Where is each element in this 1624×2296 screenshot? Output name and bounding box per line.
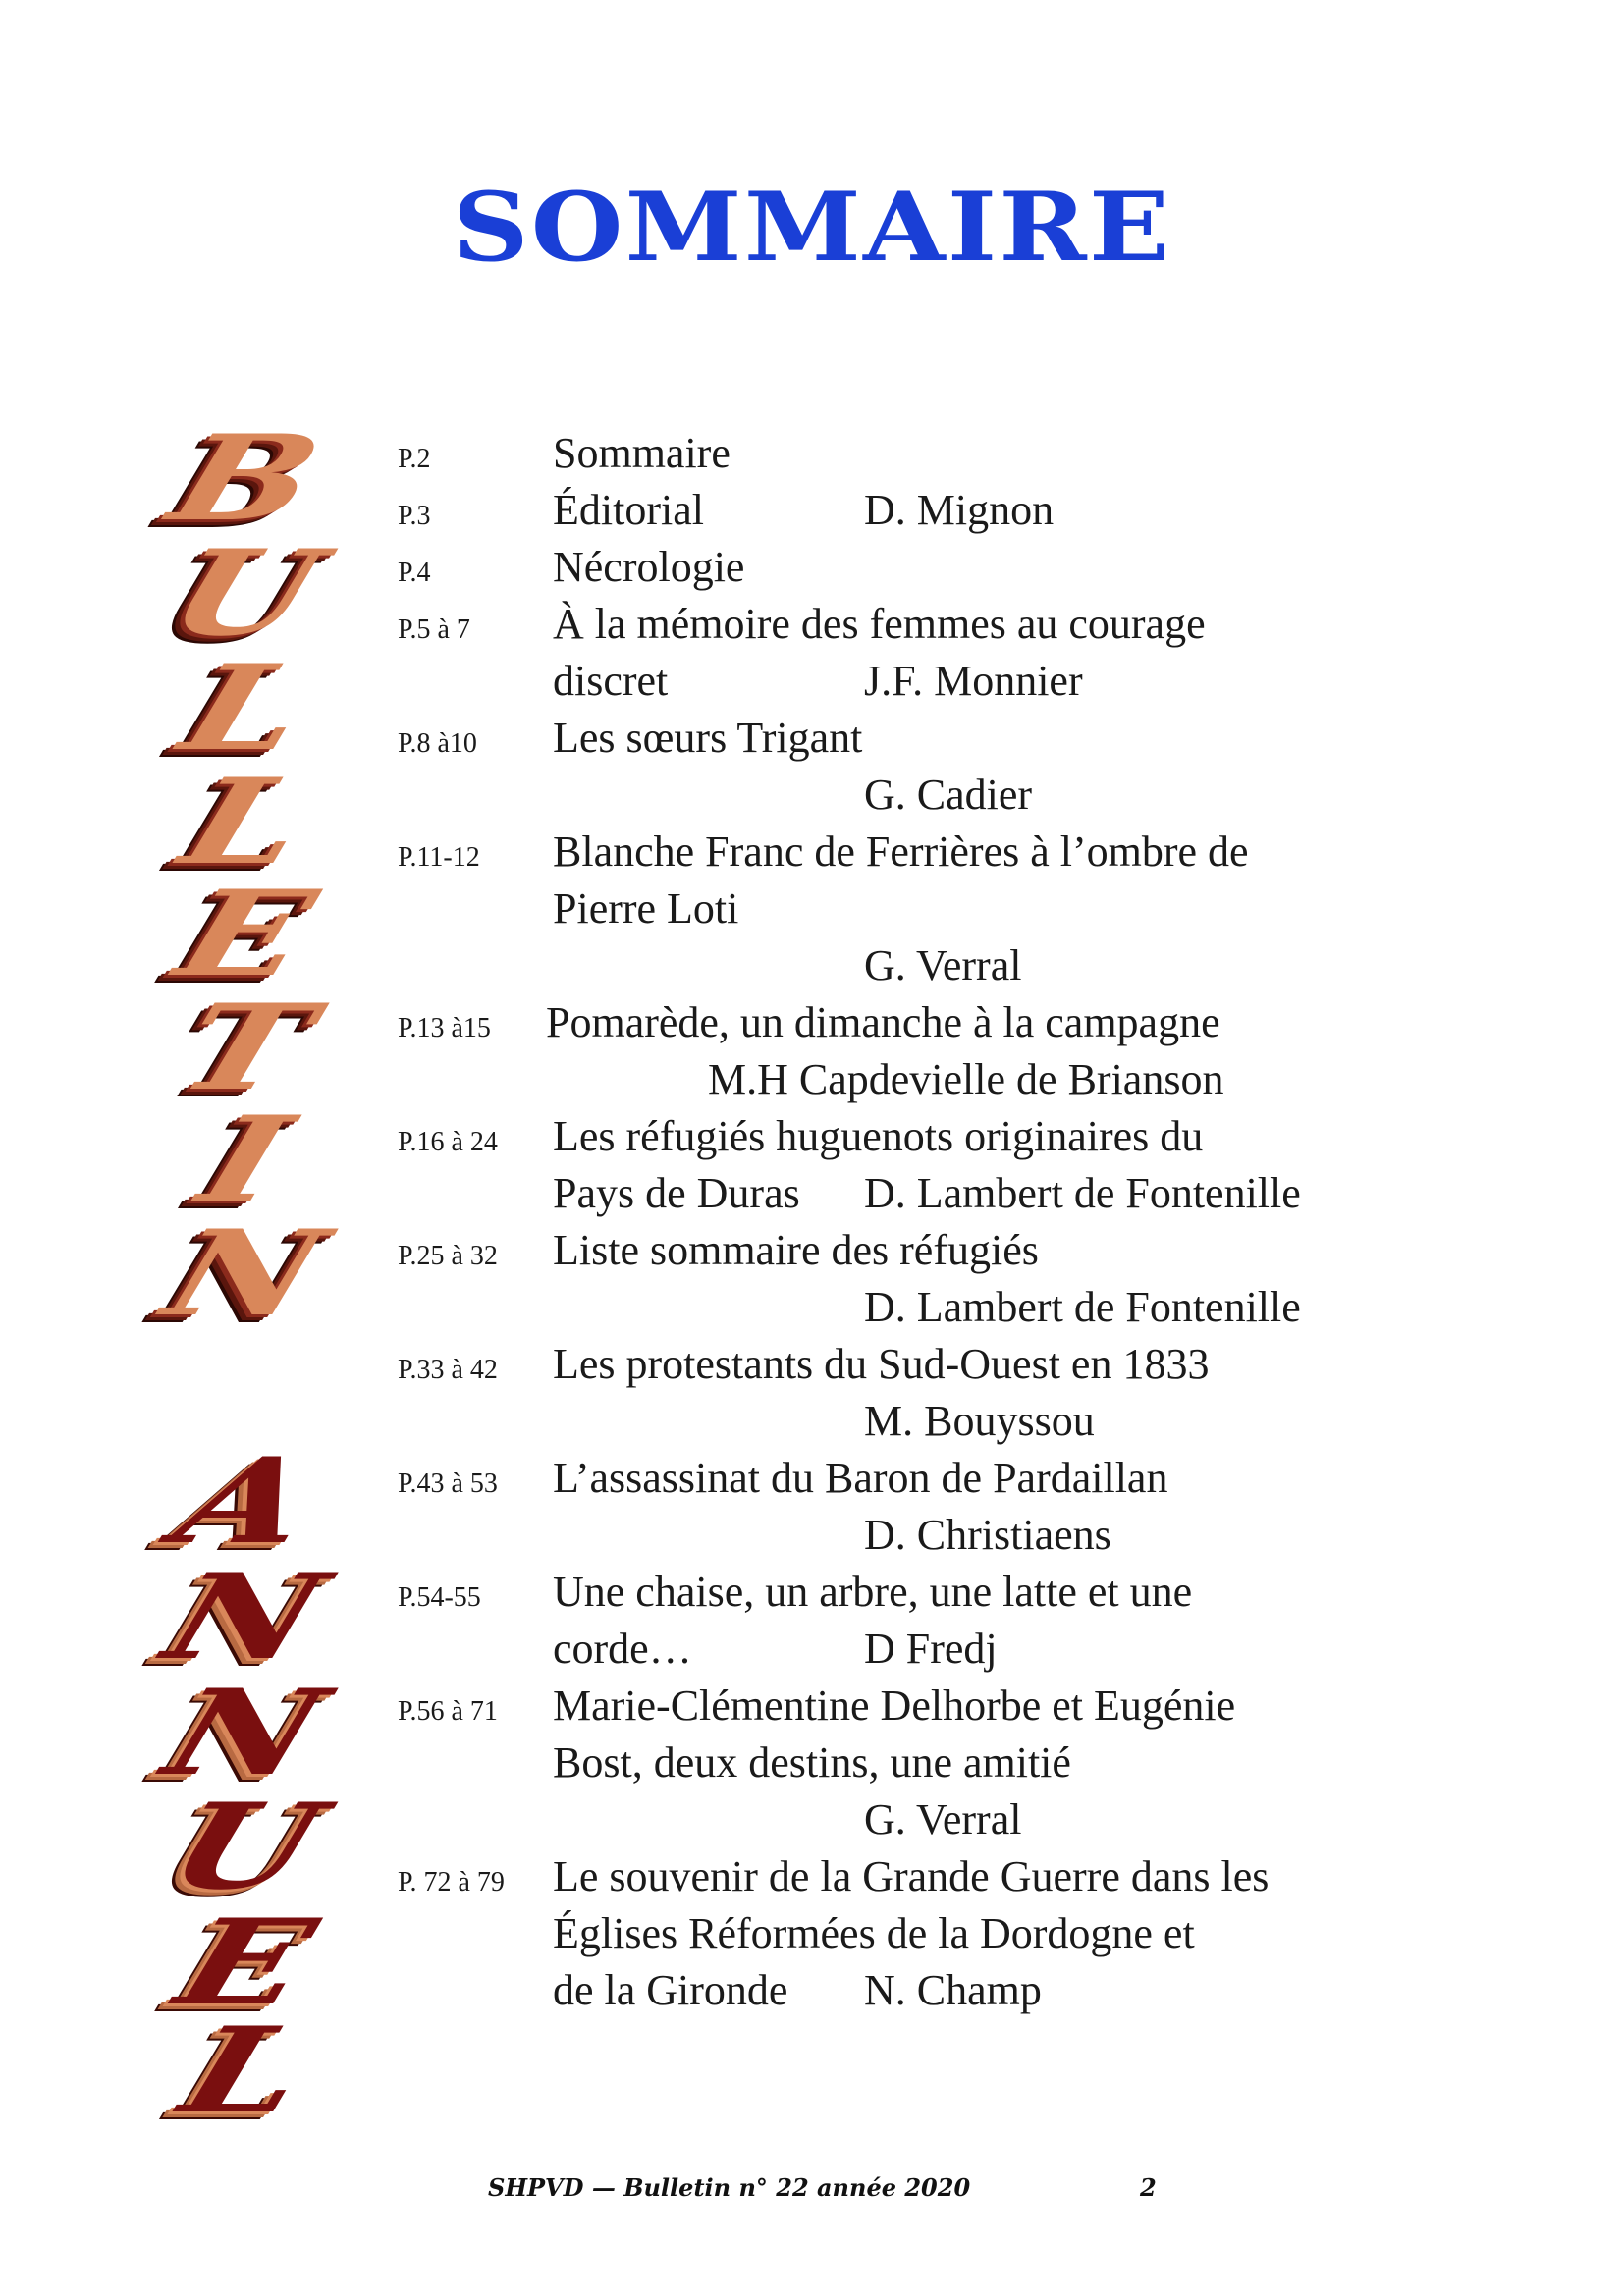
toc-title: Nécrologie: [553, 543, 745, 591]
banner-letter: E: [161, 865, 330, 1003]
banner-letter: U: [152, 1778, 339, 1916]
banner-letter: N: [149, 1548, 342, 1686]
toc-page-ref: P.33 à 42: [398, 1355, 498, 1385]
page-number: 2: [1140, 2173, 1157, 2202]
toc-title: Bost, deux destins, une amitié: [553, 1738, 1071, 1787]
toc-author: N. Champ: [864, 1966, 1042, 2014]
toc-page-ref: P.2: [398, 444, 431, 474]
toc-title: Pomarède, un dimanche à la campagne: [546, 998, 1220, 1046]
banner-letter: L: [166, 753, 325, 891]
toc-page-ref: P.25 à 32: [398, 1241, 498, 1271]
toc-title: À la mémoire des femmes au courage: [553, 600, 1206, 648]
toc-author: G. Verral: [864, 941, 1022, 989]
toc-title: Marie-Clémentine Delhorbe et Eugénie: [553, 1682, 1236, 1730]
toc-page-ref: P.4: [398, 558, 431, 588]
toc-page-ref: P.13 à15: [398, 1013, 491, 1043]
banner-letter: B: [154, 409, 337, 548]
toc-title: Blanche Franc de Ferrières à l’ombre de: [553, 828, 1249, 876]
toc-author: D. Mignon: [864, 486, 1055, 534]
banner-letter: A: [160, 1432, 331, 1571]
banner-letter: L: [166, 2002, 325, 2140]
toc-page-ref: P.5 à 7: [398, 614, 470, 645]
toc-author: J.F. Monnier: [864, 657, 1083, 705]
toc-title: Les protestants du Sud-Ouest en 1833: [553, 1340, 1210, 1388]
toc-page-ref: P.56 à 71: [398, 1696, 498, 1727]
toc-title: Les réfugiés huguenots originaires du: [553, 1112, 1204, 1160]
banner-letter: N: [149, 1664, 342, 1802]
toc-title: discret: [553, 657, 669, 705]
banner-letter: U: [152, 524, 339, 663]
toc-page-ref: P. 72 à 79: [398, 1867, 505, 1897]
toc-page-ref: P.54-55: [398, 1582, 481, 1613]
toc-title: Une chaise, un arbre, une latte et une: [553, 1568, 1193, 1616]
toc-title: de la Gironde: [553, 1966, 788, 2014]
banner-letter: T: [163, 979, 329, 1117]
toc-title: Éditorial: [553, 486, 704, 534]
banner-letter: I: [185, 1091, 306, 1229]
toc-author: M. Bouyssou: [864, 1397, 1095, 1445]
banner-letter: E: [161, 1894, 330, 2032]
toc-title: Les sœurs Trigant: [553, 714, 863, 762]
toc-page-ref: P.8 à10: [398, 728, 477, 759]
toc-author: D. Lambert de Fontenille: [864, 1169, 1301, 1217]
toc-title: Le souvenir de la Grande Guerre dans les: [553, 1852, 1270, 1900]
toc-title: corde…: [553, 1625, 692, 1673]
toc-author: D Fredj: [864, 1625, 998, 1673]
toc-page-ref: P.11-12: [398, 842, 480, 873]
toc-title: Sommaire: [553, 429, 731, 477]
toc-author: D. Lambert de Fontenille: [864, 1283, 1301, 1331]
toc-title: L’assassinat du Baron de Pardaillan: [553, 1454, 1168, 1502]
toc-author: G. Cadier: [864, 771, 1033, 819]
toc-author: D. Christiaens: [864, 1511, 1111, 1559]
toc-title: Pierre Loti: [553, 884, 739, 933]
toc-page-ref: P.3: [398, 501, 431, 531]
toc-title: Pays de Duras: [553, 1169, 800, 1217]
banner-letter: N: [149, 1204, 342, 1343]
toc-page-ref: P.43 à 53: [398, 1468, 498, 1499]
footer-text: SHPVD — Bulletin n° 22 année 2020: [488, 2173, 971, 2202]
banner-letter: L: [166, 639, 325, 777]
toc-author: M.H Capdevielle de Brianson: [708, 1055, 1224, 1103]
toc-page-ref: P.16 à 24: [398, 1127, 498, 1157]
page-title: SOMMAIRE: [452, 172, 1172, 283]
toc-title: Liste sommaire des réfugiés: [553, 1226, 1039, 1274]
toc-title: Églises Réformées de la Dordogne et: [553, 1909, 1195, 1957]
toc-author: G. Verral: [864, 1795, 1022, 1843]
